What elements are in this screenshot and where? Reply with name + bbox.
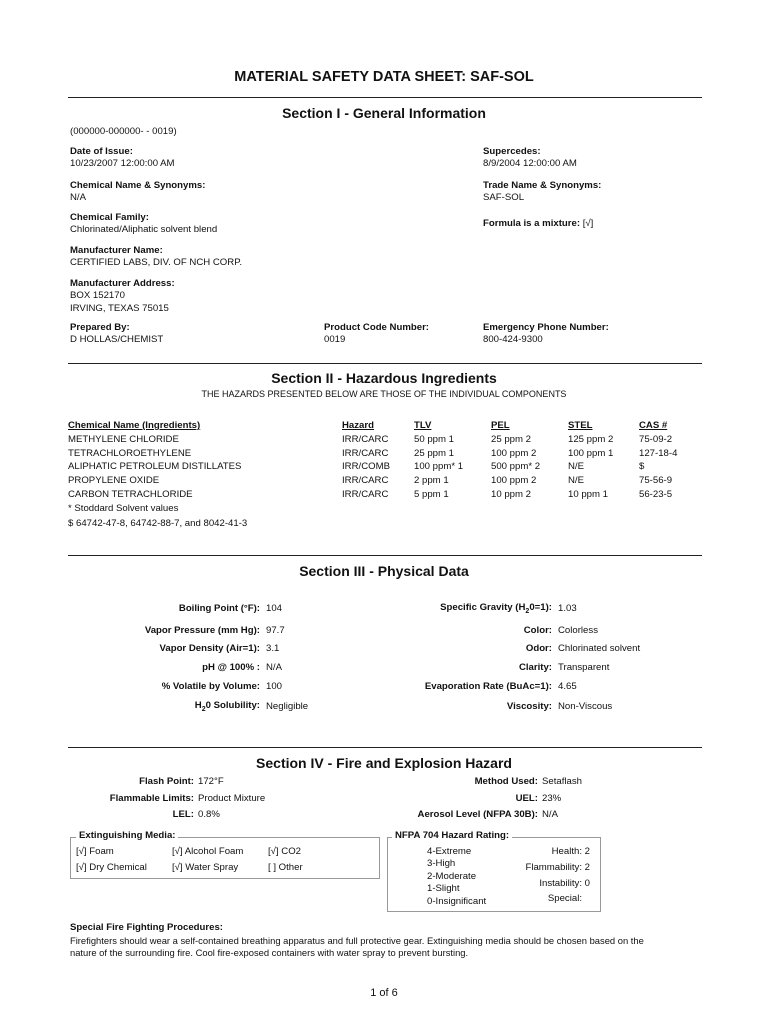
nfpa-instability: Instability: 0 <box>539 878 590 889</box>
chemical-family-label: Chemical Family: <box>70 212 149 223</box>
trade-name-value: SAF-SOL <box>483 192 525 204</box>
chemical-family-value: Chlorinated/Aliphatic solvent blend <box>70 224 218 236</box>
product-code-reference: (000000-000000- - 0019) <box>70 126 177 137</box>
supercedes-label: Supercedes: <box>483 146 541 157</box>
table-cell: PROPYLENE OXIDE <box>68 475 160 487</box>
table-cell: 25 ppm 2 <box>491 433 532 445</box>
table-cell: IRR/CARC <box>342 475 389 487</box>
boiling-point-value: 104 <box>266 603 283 614</box>
flash-point-label: Flash Point: <box>139 776 194 787</box>
ext-foam-checkbox: [√] Foam <box>76 846 114 857</box>
nfpa-rating-label: NFPA 704 Hazard Rating: <box>392 830 512 842</box>
manufacturer-address-label: Manufacturer Address: <box>70 278 175 289</box>
ph-value: N/A <box>266 662 282 673</box>
sg-label-pre: Specific Gravity (H <box>440 602 526 613</box>
sg-label-sub: 2 <box>525 607 530 615</box>
formula-mixture-label: Formula is a mixture: <box>483 218 581 229</box>
color-label: Color: <box>523 625 552 636</box>
chemical-name <box>70 180 205 205</box>
lel-label: LEL: <box>172 809 194 820</box>
specific-gravity-value: 1.03 <box>558 603 577 614</box>
column-header: TLV <box>414 420 432 431</box>
column-header: Chemical Name (Ingredients) <box>68 420 201 431</box>
table-cell: 2 ppm 1 <box>414 475 449 487</box>
table-cell: $ <box>639 461 645 473</box>
flash-point-value: 172°F <box>198 776 224 787</box>
section-1-heading: Section I - General Information <box>282 105 486 121</box>
color-value: Colorless <box>558 625 598 636</box>
table-cell: 10 ppm 1 <box>568 488 609 500</box>
section-3-heading: Section III - Physical Data <box>299 563 469 579</box>
product-code-number <box>324 322 429 347</box>
trade-name <box>483 180 601 205</box>
prepared-by-label: Prepared By: <box>70 322 130 333</box>
chemical-name-value: N/A <box>70 192 86 204</box>
viscosity-value: Non-Viscous <box>558 701 613 712</box>
sol-label-post: 0 Solubility: <box>205 700 260 711</box>
ext-dry-chemical-checkbox: [√] Dry Chemical <box>76 862 147 873</box>
table-cell: N/E <box>568 461 584 473</box>
nfpa-scale-item: 4-Extreme <box>427 846 472 857</box>
nfpa-scale-item: 0-Insignificant <box>427 895 487 907</box>
table-cell: ALIPHATIC PETROLEUM DISTILLATES <box>68 461 242 473</box>
aerosol-level-value: N/A <box>542 809 558 820</box>
section-2-subheading: THE HAZARDS PRESENTED BELOW ARE THOSE OF THE INDIVIDUAL COMPONENTS <box>201 389 567 399</box>
sg-label-post: 0=1): <box>529 602 552 613</box>
viscosity-label: Viscosity: <box>506 701 552 712</box>
lel-value: 0.8% <box>198 809 220 820</box>
clarity-value: Transparent <box>558 662 610 673</box>
product-code-label: Product Code Number: <box>324 322 430 333</box>
table-cell: N/E <box>568 475 584 487</box>
method-used-label: Method Used: <box>474 776 538 787</box>
column-header: STEL <box>568 420 593 431</box>
document-title: MATERIAL SAFETY DATA SHEET: SAF-SOL <box>234 69 534 85</box>
ext-co2-checkbox: [√] CO2 <box>268 846 301 857</box>
extinguishing-media-label: Extinguishing Media: <box>76 830 178 842</box>
ext-alcohol-foam-checkbox: [√] Alcohol Foam <box>172 846 244 857</box>
table-cell: IRR/CARC <box>342 447 389 459</box>
vapor-pressure-label: Vapor Pressure (mm Hg): <box>144 625 260 636</box>
column-header: CAS # <box>639 420 668 431</box>
footnote-cas: $ 64742-47-8, 64742-88-7, and 8042-41-3 <box>68 517 248 529</box>
formula-mixture <box>483 218 593 230</box>
ext-water-spray-checkbox: [√] Water Spray <box>172 862 239 873</box>
table-cell: 100 ppm 1 <box>568 447 614 459</box>
section-4-heading: Section IV - Fire and Explosion Hazard <box>256 755 512 771</box>
solubility-value: Negligible <box>266 701 309 712</box>
date-of-issue-label: Date of Issue: <box>70 146 133 157</box>
date-of-issue <box>70 146 175 171</box>
table-cell: IRR/COMB <box>342 461 390 473</box>
specific-gravity-label <box>322 602 552 616</box>
table-cell: 100 ppm* 1 <box>414 461 464 473</box>
supercedes-value: 8/9/2004 12:00:00 AM <box>483 158 577 170</box>
column-header: PEL <box>491 420 510 431</box>
formula-mixture-checkbox: [√] <box>582 218 594 229</box>
nfpa-health: Health: 2 <box>551 846 590 857</box>
table-cell: 75-56-9 <box>639 475 673 487</box>
vapor-density-value: 3.1 <box>266 643 280 654</box>
aerosol-level-label: Aerosol Level (NFPA 30B): <box>417 809 538 820</box>
nfpa-scale-item: 3-High <box>427 858 456 870</box>
table-cell: IRR/CARC <box>342 433 389 445</box>
chemical-name-label: Chemical Name & Synonyms: <box>70 180 206 191</box>
special-procedures-line-2: nature of the surrounding fire. Cool fire-exposed containers with water spray to prevent bursting. <box>70 947 469 958</box>
flammable-limits-label: Flammable Limits: <box>109 793 194 804</box>
odor-label: Odor: <box>525 643 552 654</box>
odor-value: Chlorinated solvent <box>558 643 641 654</box>
special-procedures-line-1: Firefighters should wear a self-contained breathing apparatus and full protective gear. Extinguishing media should be chosen based on the <box>70 935 644 946</box>
table-cell: 125 ppm 2 <box>568 433 614 445</box>
table-cell: IRR/CARC <box>342 488 389 500</box>
nfpa-scale-item: 1-Slight <box>427 883 460 895</box>
table-cell: 10 ppm 2 <box>491 488 532 500</box>
product-code-value: 0019 <box>324 334 346 346</box>
nfpa-scale <box>427 846 486 908</box>
table-cell: CARBON TETRACHLORIDE <box>68 488 193 500</box>
footnote-stoddard: * Stoddard Solvent values <box>68 502 179 514</box>
ext-other-checkbox: [ ] Other <box>268 862 303 873</box>
date-of-issue-value: 10/23/2007 12:00:00 AM <box>70 158 175 170</box>
table-cell: 500 ppm* 2 <box>491 461 541 473</box>
address-line-1: BOX 152170 <box>70 290 125 302</box>
table-cell: 50 ppm 1 <box>414 433 455 445</box>
trade-name-label: Trade Name & Synonyms: <box>483 180 602 191</box>
vapor-pressure-value: 97.7 <box>266 625 285 636</box>
evaporation-rate-label: Evaporation Rate (BuAc=1): <box>424 681 552 692</box>
supercedes <box>483 146 577 171</box>
manufacturer-name <box>70 245 242 270</box>
sol-label-pre: H <box>194 700 202 711</box>
prepared-by-value: D HOLLAS/CHEMIST <box>70 334 164 346</box>
ph-label: pH @ 100% : <box>202 662 260 673</box>
sol-label-sub: 2 <box>201 705 206 713</box>
table-cell: 100 ppm 2 <box>491 447 537 459</box>
vapor-density-label: Vapor Density (Air=1): <box>159 643 260 654</box>
special-procedures-label: Special Fire Fighting Procedures: <box>70 922 223 933</box>
manufacturer-name-label: Manufacturer Name: <box>70 245 163 256</box>
nfpa-flammability: Flammability: 2 <box>525 862 590 873</box>
clarity-label: Clarity: <box>518 662 552 673</box>
nfpa-special: Special: <box>547 893 582 904</box>
table-cell: 5 ppm 1 <box>414 488 449 500</box>
table-cell: 100 ppm 2 <box>491 475 537 487</box>
uel-value: 23% <box>542 793 562 804</box>
table-cell: 25 ppm 1 <box>414 447 455 459</box>
solubility-label <box>70 700 260 714</box>
method-used-value: Setaflash <box>542 776 583 787</box>
divider <box>68 363 702 364</box>
evaporation-rate-value: 4.65 <box>558 681 577 692</box>
emergency-phone-label: Emergency Phone Number: <box>483 322 609 333</box>
column-header: Hazard <box>342 420 374 431</box>
flammable-limits-value: Product Mixture <box>198 793 266 804</box>
chemical-family <box>70 212 217 237</box>
divider <box>68 97 702 98</box>
manufacturer-name-value: CERTIFIED LABS, DIV. OF NCH CORP. <box>70 257 243 269</box>
volatile-value: 100 <box>266 681 283 692</box>
address-line-2: IRVING, TEXAS 75015 <box>70 302 169 314</box>
table-cell: 56-23-5 <box>639 488 673 500</box>
table-cell: 127-18-4 <box>639 447 678 459</box>
page-number: 1 of 6 <box>370 987 398 999</box>
emergency-phone-value: 800-424-9300 <box>483 334 543 346</box>
table-cell: TETRACHLOROETHYLENE <box>68 447 192 459</box>
manufacturer-address <box>70 278 175 315</box>
table-cell: METHYLENE CHLORIDE <box>68 433 179 445</box>
nfpa-scale-item: 2-Moderate <box>427 870 477 882</box>
prepared-by <box>70 322 163 347</box>
volatile-label: % Volatile by Volume: <box>161 681 260 692</box>
boiling-point-label: Boiling Point (°F): <box>178 603 260 614</box>
emergency-phone <box>483 322 609 347</box>
section-2-heading: Section II - Hazardous Ingredients <box>271 370 497 386</box>
uel-label: UEL: <box>515 793 538 804</box>
divider <box>68 555 702 556</box>
divider <box>68 747 702 748</box>
table-cell: 75-09-2 <box>639 433 673 445</box>
